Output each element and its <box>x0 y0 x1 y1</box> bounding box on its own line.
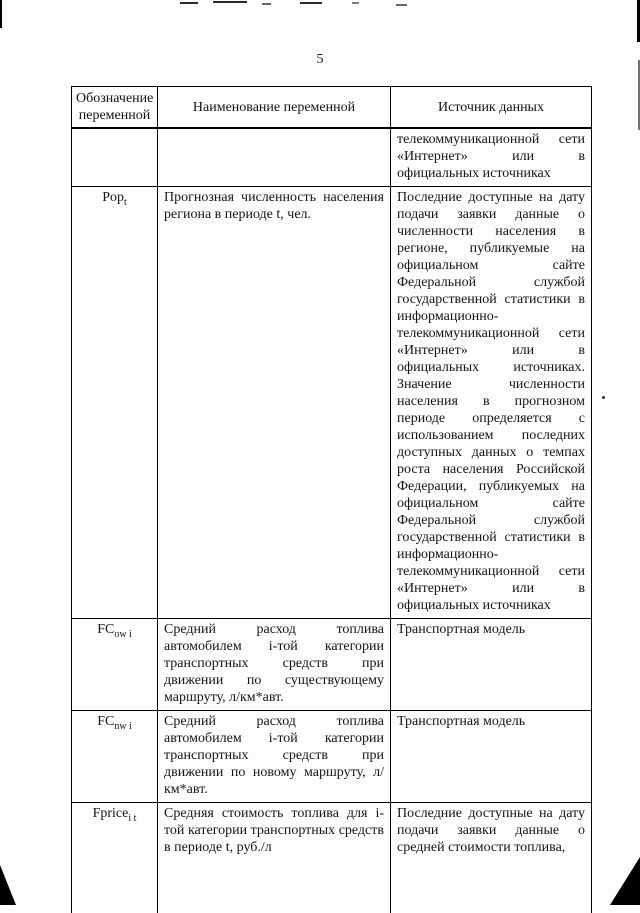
variable-base: FC <box>97 622 114 637</box>
variable-designation-cell <box>72 187 158 619</box>
column-header-designation: Обозначение переменной <box>72 87 158 129</box>
scan-artifact-dash <box>213 1 247 3</box>
variable-symbol <box>93 806 137 821</box>
table-row <box>72 128 592 187</box>
scan-artifact-top-left-edge <box>0 0 2 28</box>
column-header-source: Источник данных <box>391 87 592 129</box>
variable-name-cell: Средний расход топлива автомобилем i-той категории транспортных средств при движении по новому маршруту, л/км*авт. <box>158 711 391 803</box>
variable-name-cell <box>158 128 391 187</box>
page-number: 5 <box>0 52 640 68</box>
scan-artifact-bottom-left-corner <box>0 865 16 905</box>
table-header-row <box>72 87 592 129</box>
data-source-cell: Последние доступные на дату подачи заявки данные о средней стоимости топлива, <box>391 803 592 913</box>
variable-symbol <box>102 190 127 205</box>
scan-artifact-dash <box>352 2 359 4</box>
variable-symbol <box>97 714 132 729</box>
variable-designation-cell <box>72 803 158 913</box>
variable-symbol <box>97 622 132 637</box>
variables-table <box>71 86 592 913</box>
variable-designation-cell <box>72 128 158 187</box>
data-source-cell: Транспортная модель <box>391 711 592 803</box>
variable-base: FC <box>97 714 114 729</box>
scan-artifact-dash <box>262 3 271 5</box>
variable-base: Pop <box>102 190 124 205</box>
variable-name-cell: Средняя стоимость топлива для i-той категории транспортных средств в периоде t, руб./л <box>158 803 391 913</box>
variable-designation-cell <box>72 619 158 711</box>
data-source-cell: Транспортная модель <box>391 619 592 711</box>
variable-subscript: ow i <box>114 629 132 640</box>
variable-name-cell: Средний расход топлива автомобилем i-той категории транспортных средств при движении по существующему маршруту, л/км*авт. <box>158 619 391 711</box>
scan-artifact-dash <box>300 2 322 4</box>
variable-base: Fprice <box>93 806 129 821</box>
table-row <box>72 803 592 913</box>
scan-artifact-speck <box>602 396 605 399</box>
table-body <box>72 128 592 913</box>
scan-artifact-bottom-right-corner <box>610 857 640 905</box>
variable-subscript: i t <box>128 813 136 824</box>
scan-artifact-dash <box>180 2 198 4</box>
table-row <box>72 619 592 711</box>
scan-artifact-dash <box>396 4 407 6</box>
data-source-cell: Последние доступные на дату подачи заявки данные о численности населения в регионе, публикуемые на официальном сайте Федеральной службой государственной статистики в информационно-телекоммуникационной сети «Интернет» или в официальных источниках. Значение численности населения в прогнозном периоде определяется с использованием последних доступных данных о темпах роста населения Российской Федерации, публикуемых на официальном сайте Федеральной службой государственной статистики в информационно-телекоммуникационной сети «Интернет» или в официальных источниках <box>391 187 592 619</box>
variable-name-cell: Прогнозная численность населения региона в периоде t, чел. <box>158 187 391 619</box>
data-source-cell: телекоммуникационной сети «Интернет» или в официальных источниках <box>391 128 592 187</box>
column-header-name: Наименование переменной <box>158 87 391 129</box>
variable-designation-cell <box>72 711 158 803</box>
variable-subscript: nw i <box>114 721 132 732</box>
table-row <box>72 711 592 803</box>
table-row <box>72 187 592 619</box>
variable-subscript: t <box>124 197 127 208</box>
